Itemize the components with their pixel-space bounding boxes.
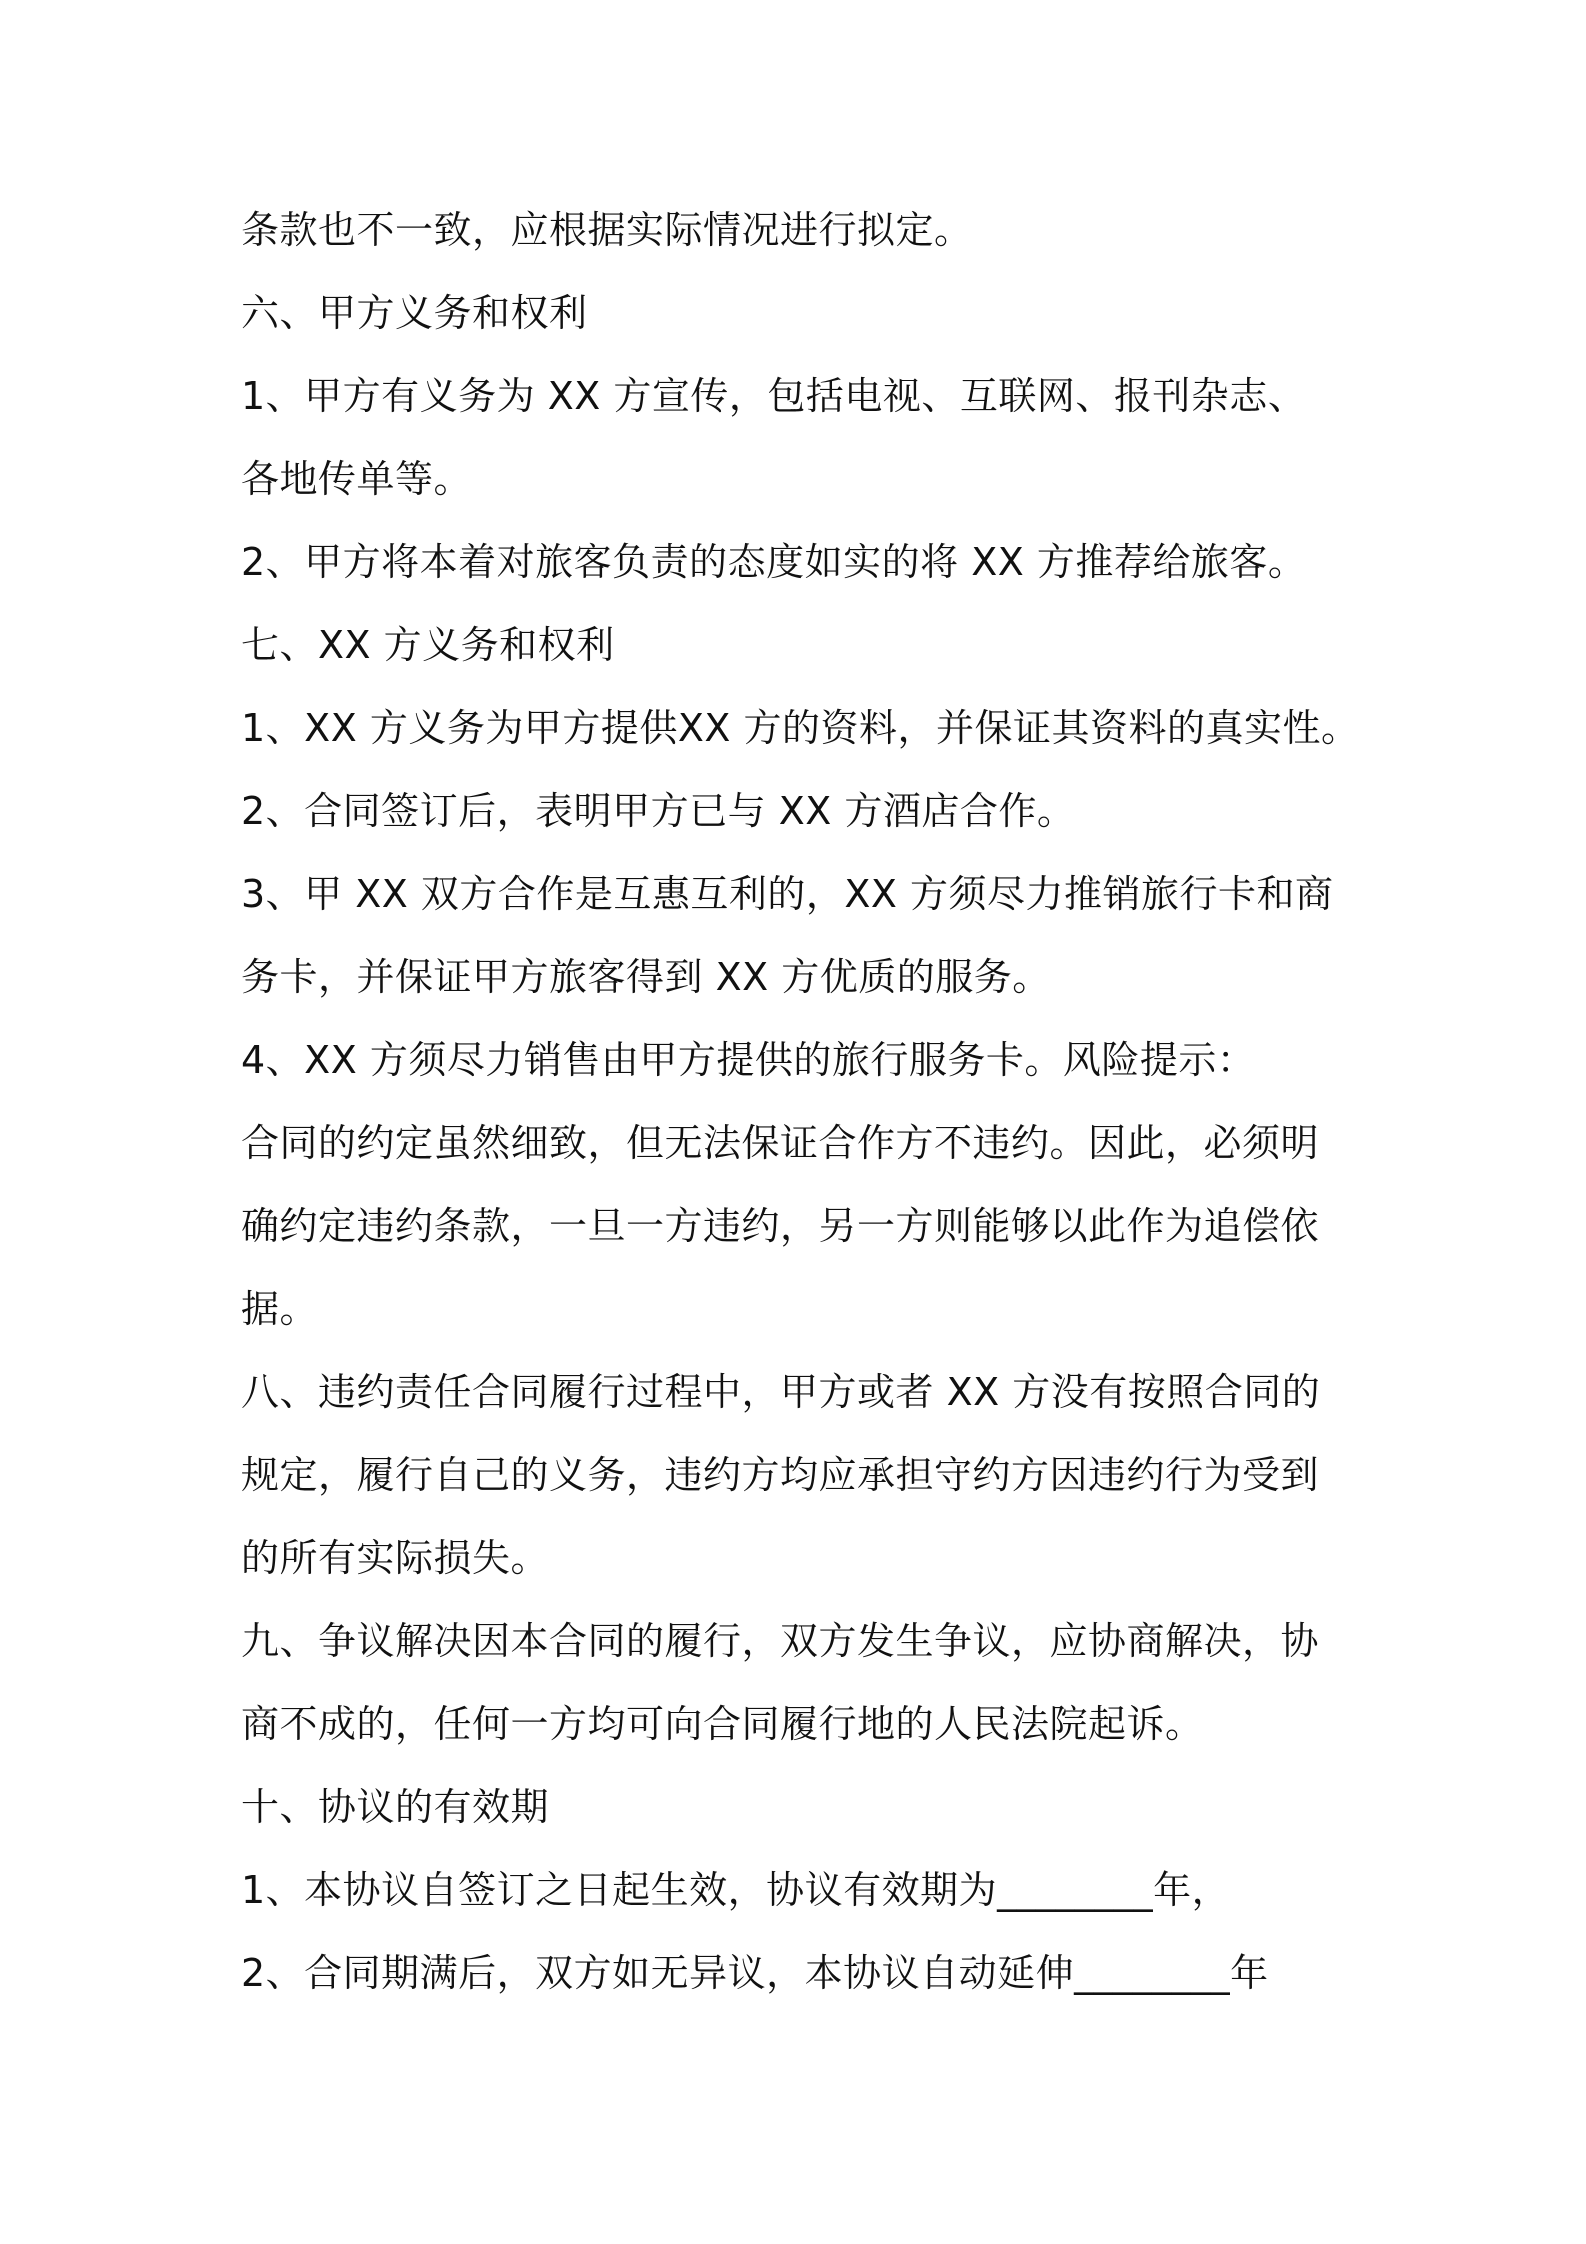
- text-line: 规定，履行自己的义务，违约方均应承担守约方因违约行为受到: [241, 1453, 1320, 1497]
- text-line: 3、甲 XX 双方合作是互惠互利的，XX 方须尽力推销旅行卡和商: [241, 872, 1334, 916]
- text-line: 确约定违约条款，一旦一方违约，另一方则能够以此作为追偿依: [241, 1204, 1320, 1248]
- text-line: 1、甲方有义务为 XX 方宣传，包括电视、互联网、报刊杂志、: [241, 374, 1307, 418]
- text-line: 1、XX 方义务为甲方提供XX 方的资料，并保证其资料的真实性。: [241, 706, 1360, 750]
- section-heading: 九、争议解决因本合同的履行，双方发生争议，应协商解决，协: [241, 1619, 1320, 1663]
- text-line: 的所有实际损失。: [241, 1536, 550, 1580]
- text-line: 各地传单等。: [241, 457, 473, 501]
- text-line: 务卡，并保证甲方旅客得到 XX 方优质的服务。: [241, 955, 1051, 999]
- text-line: 2、甲方将本着对旅客负责的态度如实的将 XX 方推荐给旅客。: [241, 540, 1307, 584]
- section-heading: 六、甲方义务和权利: [241, 291, 588, 335]
- text-line: 合同的约定虽然细致，但无法保证合作方不违约。因此，必须明: [241, 1121, 1320, 1165]
- text-line: 1、本协议自签订之日起生效，协议有效期为________年，: [241, 1868, 1231, 1912]
- text-line: 条款也不一致，应根据实际情况进行拟定。: [241, 208, 973, 252]
- text-line: 4、XX 方须尽力销售由甲方提供的旅行服务卡。风险提示：: [241, 1038, 1256, 1082]
- section-heading: 八、违约责任合同履行过程中，甲方或者 XX 方没有按照合同的: [241, 1370, 1321, 1414]
- text-line: 据。: [241, 1287, 319, 1331]
- text-line: 2、合同期满后，双方如无异议，本协议自动延伸________年: [241, 1951, 1269, 1995]
- section-heading: 七、XX 方义务和权利: [241, 623, 615, 667]
- text-line: 商不成的，任何一方均可向合同履行地的人民法院起诉。: [241, 1702, 1204, 1746]
- text-line: 2、合同签订后，表明甲方已与 XX 方酒店合作。: [241, 789, 1076, 833]
- section-heading: 十、协议的有效期: [241, 1785, 550, 1829]
